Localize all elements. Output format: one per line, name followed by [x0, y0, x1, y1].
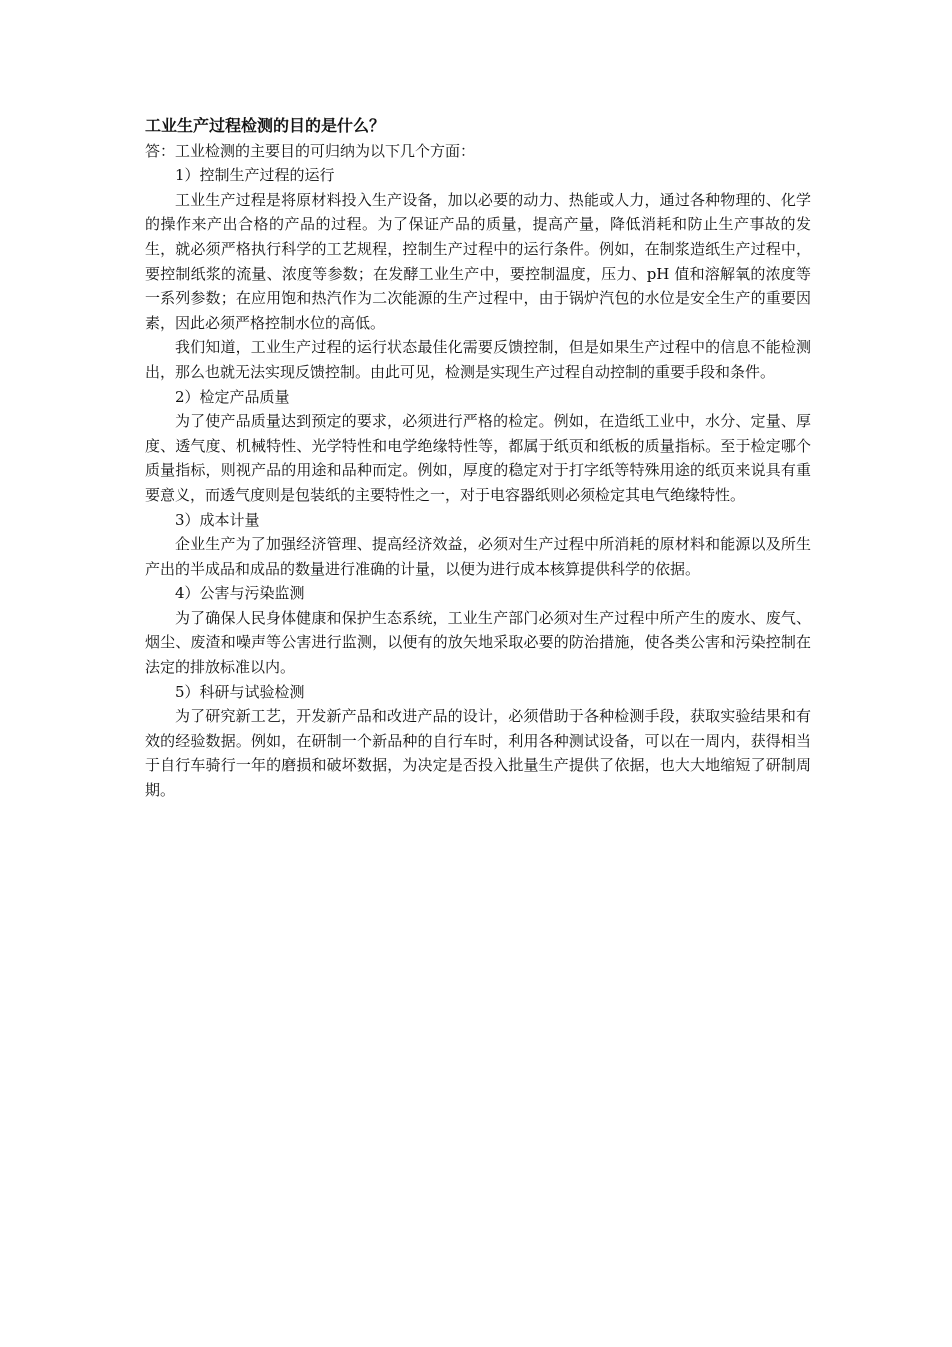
section-heading-5: 5）科研与试验检测 — [175, 682, 305, 701]
section-heading-4: 4）公害与污染监测 — [175, 584, 305, 603]
document-title: 工业生产过程检测的目的是什么？ — [145, 116, 386, 135]
section-4-paragraph-1: 为了确保人民身体健康和保护生态系统，工业生产部门必须对生产过程中所产生的废水、废气、烟尘、废渣和噪声等公害进行监测，以便有的放矢地采取必要的防治措施，使各类公害和污染控制在法定的排放标准以内。 — [145, 608, 811, 677]
section-heading-3: 3）成本计量 — [175, 510, 260, 529]
section-5-paragraph-1: 为了研究新工艺，开发新产品和改进产品的设计，必须借助于各种检测手段，获取实验结果和有效的经验数据。例如，在研制一个新品种的自行车时，利用各种测试设备，可以在一周内，获得相当于自行车骑行一年的磨损和破坏数据，为决定是否投入批量生产提供了依据，也大大地缩短了研制周期。 — [145, 707, 811, 800]
answer-intro: 答：工业检测的主要目的可归纳为以下几个方面： — [145, 141, 476, 160]
section-heading-2: 2）检定产品质量 — [175, 387, 290, 406]
section-1-paragraph-2: 我们知道，工业生产过程的运行状态最佳化需要反馈控制，但是如果生产过程中的信息不能检测出，那么也就无法实现反馈控制。由此可见，检测是实现生产过程自动控制的重要手段和条件。 — [145, 338, 811, 381]
section-heading-1: 1）控制生产过程的运行 — [175, 166, 335, 185]
document-page — [145, 114, 811, 803]
section-1-paragraph-1: 工业生产过程是将原材料投入生产设备，加以必要的动力、热能或人力，通过各种物理的、化学的操作来产出合格的产品的过程。为了保证产品的质量，提高产量，降低消耗和防止生产事故的发生，就必须严格执行科学的工艺规程，控制生产过程中的运行条件。例如，在制浆造纸生产过程中，要控制纸浆的流量、浓度等参数；在发酵工业生产中，要控制温度，压力、pH 值和溶解氧的浓度等一系列参数；在应用饱和热汽作为二次能源的生产过程中，由于锅炉汽包的水位是安全生产的重要因素，因此必须严格控制水位的高低。 — [145, 190, 811, 332]
section-3-paragraph-1: 企业生产为了加强经济管理、提高经济效益，必须对生产过程中所消耗的原材料和能源以及所生产出的半成品和成品的数量进行准确的计量，以便为进行成本核算提供科学的依据。 — [145, 535, 811, 578]
section-2-paragraph-1: 为了使产品质量达到预定的要求，必须进行严格的检定。例如，在造纸工业中，水分、定量、厚度、透气度、机械特性、光学特性和电学绝缘特性等，都属于纸页和纸板的质量指标。至于检定哪个质量指标，则视产品的用途和品种而定。例如，厚度的稳定对于打字纸等特殊用途的纸页来说具有重要意义，而透气度则是包装纸的主要特性之一，对于电容器纸则必须检定其电气绝缘特性。 — [145, 412, 811, 504]
